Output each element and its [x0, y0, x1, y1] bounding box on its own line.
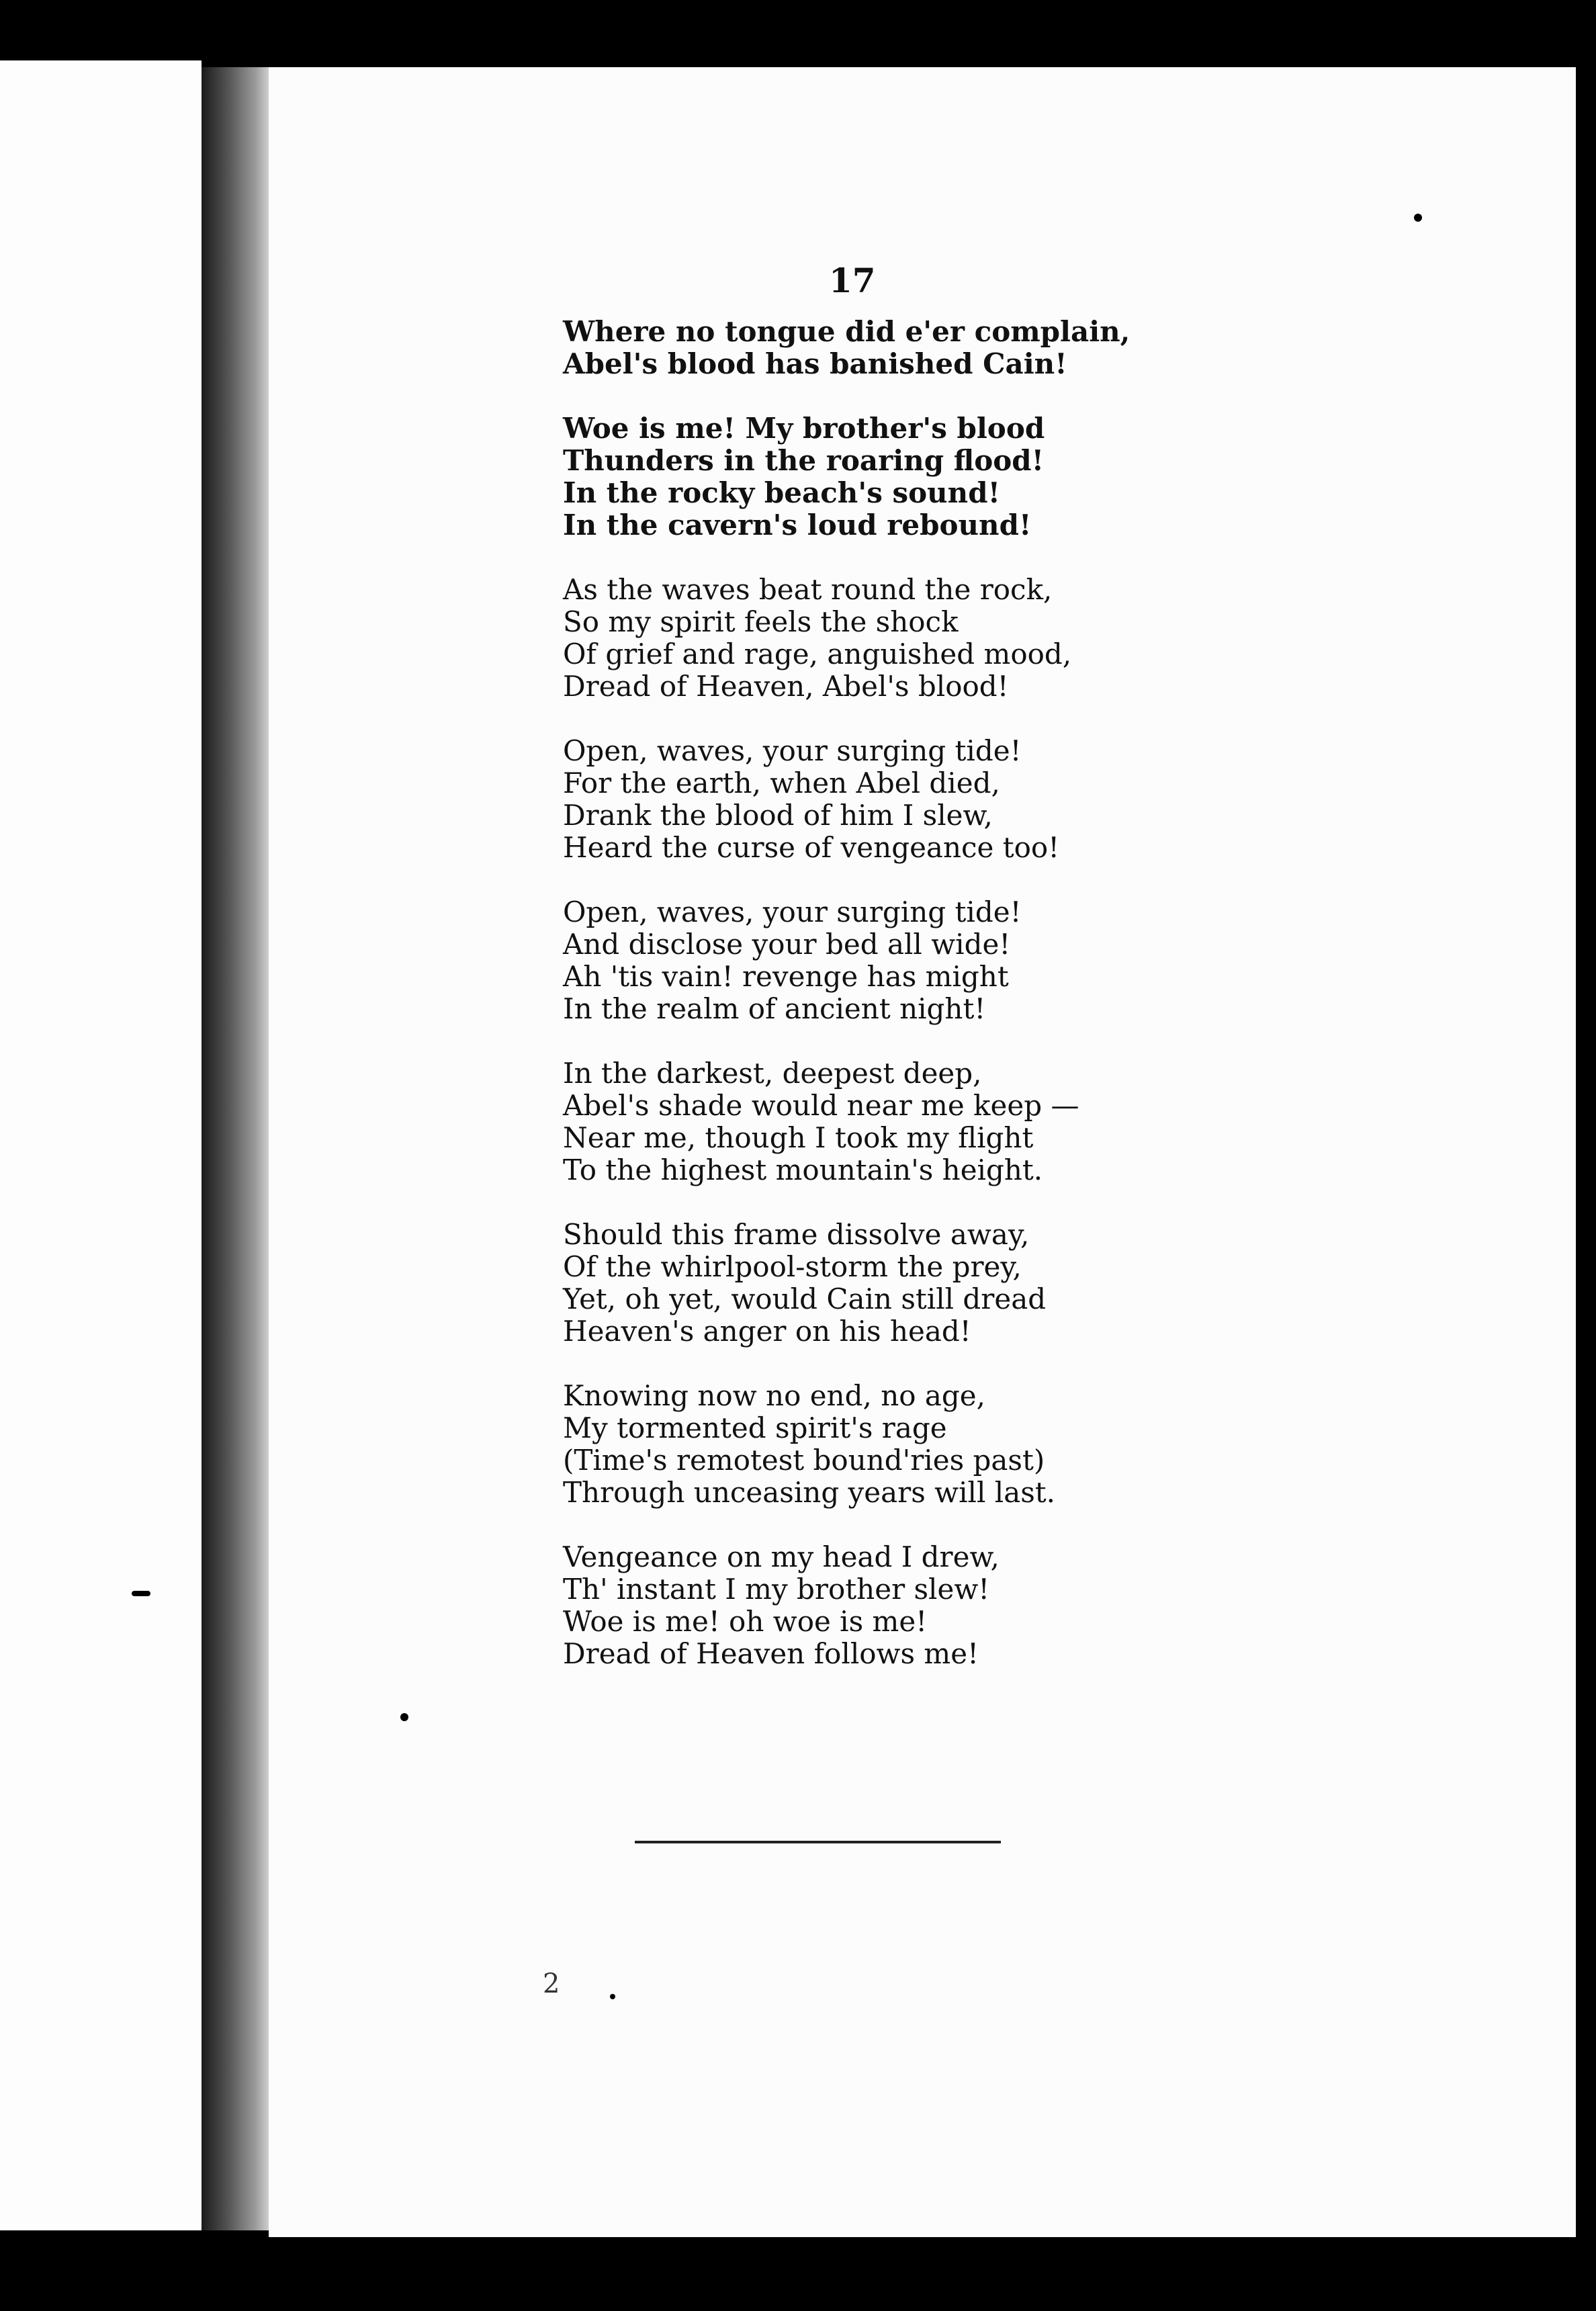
stanza — [563, 1541, 1235, 1670]
poem-line: Where no tongue did e'er complain, — [563, 315, 1130, 348]
poem-line: In the darkest, deepest deep, — [563, 1057, 982, 1090]
scan-speck — [132, 1591, 150, 1596]
poem-line: Heard the curse of vengeance too! — [563, 831, 1060, 864]
poem-line: Abel's shade would near me keep — — [563, 1089, 1079, 1122]
stanza — [563, 1219, 1235, 1348]
stanza — [563, 896, 1235, 1025]
facing-page-edge — [0, 60, 202, 2230]
poem-line: Thunders in the roaring flood! — [563, 444, 1045, 477]
poem-line: Should this frame dissolve away, — [563, 1218, 1030, 1251]
scan-speck — [1414, 214, 1422, 222]
poem-line: So my spirit feels the shock — [563, 605, 959, 638]
poem-line: Dread of Heaven follows me! — [563, 1637, 979, 1670]
stanza — [563, 412, 1235, 541]
poem-line: Of grief and rage, anguished mood, — [563, 638, 1072, 670]
poem-line: My tormented spirit's rage — [563, 1411, 947, 1444]
poem-line: Heaven's anger on his head! — [563, 1315, 971, 1348]
stanza — [563, 574, 1235, 703]
poem-line: In the realm of ancient night! — [563, 992, 986, 1025]
poem-line: Th' instant I my brother slew! — [563, 1573, 990, 1606]
poem-line: Yet, oh yet, would Cain still dread — [563, 1282, 1047, 1315]
poem-line: Dread of Heaven, Abel's blood! — [563, 670, 1009, 703]
end-rule — [635, 1841, 1001, 1843]
scan-speck — [610, 1994, 615, 1999]
poem-line: In the rocky beach's sound! — [563, 476, 1000, 509]
poem-line: And disclose your bed all wide! — [563, 928, 1011, 961]
poem-body — [563, 316, 1235, 1702]
scan-speck — [400, 1713, 408, 1721]
book-gutter — [202, 67, 269, 2230]
poem-line: Near me, though I took my flight — [563, 1121, 1034, 1154]
poem-line: Woe is me! oh woe is me! — [563, 1605, 928, 1638]
poem-line: Knowing now no end, no age, — [563, 1379, 986, 1412]
poem-line: To the highest mountain's height. — [563, 1153, 1043, 1186]
poem-line: Vengeance on my head I drew, — [563, 1540, 1000, 1573]
page-number: 17 — [829, 261, 876, 300]
signature-mark: 2 — [543, 1968, 560, 1999]
poem-line: In the cavern's loud rebound! — [563, 509, 1032, 541]
poem-line: Open, waves, your surging tide! — [563, 734, 1022, 767]
poem-line: Through unceasing years will last. — [563, 1476, 1056, 1509]
poem-line: For the earth, when Abel died, — [563, 767, 1000, 799]
poem-line: Abel's blood has banished Cain! — [563, 347, 1067, 380]
poem-line: Woe is me! My brother's blood — [563, 412, 1045, 445]
poem-line: Ah 'tis vain! revenge has might — [563, 960, 1009, 993]
stanza — [563, 1057, 1235, 1186]
poem-line: As the waves beat round the rock, — [563, 573, 1053, 606]
poem-line: Open, waves, your surging tide! — [563, 896, 1022, 928]
poem-line: (Time's remotest bound'ries past) — [563, 1444, 1045, 1477]
poem-line: Of the whirlpool-storm the prey, — [563, 1250, 1022, 1283]
stanza — [563, 316, 1235, 380]
poem-line: Drank the blood of him I slew, — [563, 799, 993, 832]
stanza — [563, 1380, 1235, 1509]
stanza — [563, 735, 1235, 864]
